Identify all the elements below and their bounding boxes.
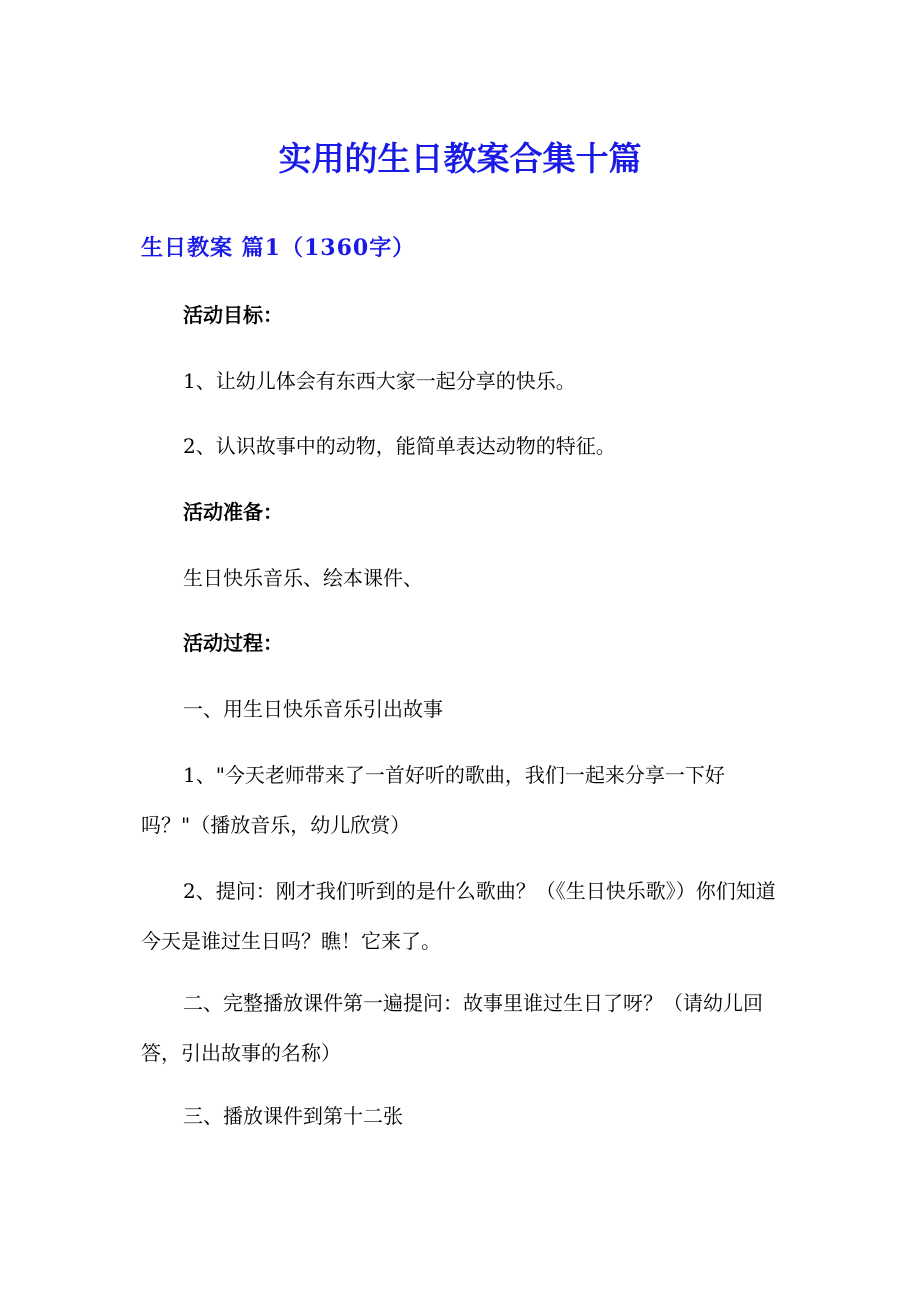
process-step-1-1: 1、"今天老师带来了一首好听的歌曲，我们一起来分享一下好吗？"（播放音乐，幼儿欣赏） xyxy=(141,763,725,837)
goal-item-1: 1、让幼儿体会有东西大家一起分享的快乐。 xyxy=(183,369,576,393)
process-step-2: 二、完整播放课件第一遍提问：故事里谁过生日了呀？（请幼儿回答，引出故事的名称） xyxy=(141,991,763,1065)
process-step-3: 三、播放课件到第十二张 xyxy=(183,1104,403,1128)
section-heading: 生日教案 篇1（1360字） xyxy=(141,235,416,261)
activity-goals-label: 活动目标： xyxy=(183,303,283,327)
process-step-1-2: 2、提问：刚才我们听到的是什么歌曲？（《生日快乐歌》）你们知道今天是谁过生日吗？瞧！它来了。 xyxy=(141,879,776,953)
process-step-1: 一、用生日快乐音乐引出故事 xyxy=(183,697,443,721)
activity-process-label: 活动过程： xyxy=(183,631,283,655)
goal-item-2: 2、认识故事中的动物，能简单表达动物的特征。 xyxy=(183,434,616,458)
document-title: 实用的生日教案合集十篇 xyxy=(278,139,642,178)
activity-preparation-label: 活动准备： xyxy=(183,500,283,524)
preparation-materials: 生日快乐音乐、绘本课件、 xyxy=(183,566,423,590)
